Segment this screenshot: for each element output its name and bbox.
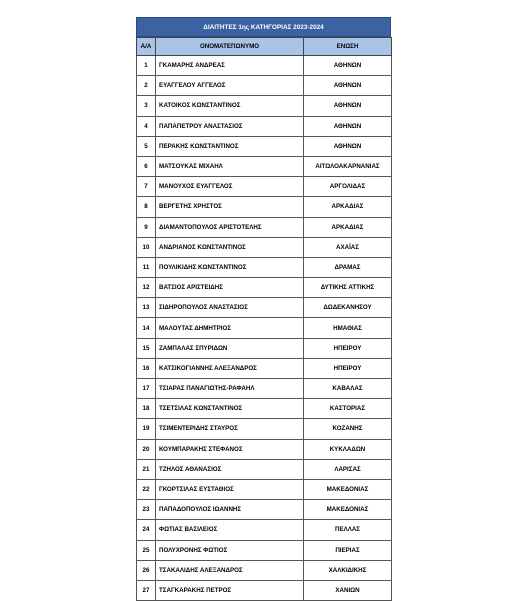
referee-name: ΤΣΙΜΕΝΤΕΡΙΔΗΣ ΣΤΑΥΡΟΣ	[156, 419, 304, 439]
referee-union: ΚΟΖΑΝΗΣ	[304, 419, 392, 439]
row-number: 11	[137, 257, 156, 277]
referee-list-sheet	[136, 17, 391, 601]
referee-name: ΓΚΟΡΤΣΙΛΑΣ ΕΥΣΤΑΘΙΟΣ	[156, 479, 304, 499]
referee-name: ΚΑΤΟΙΚΟΣ ΚΩΝΣΤΑΝΤΙΝΟΣ	[156, 96, 304, 116]
table-row	[137, 197, 392, 217]
table-row	[137, 459, 392, 479]
row-number: 27	[137, 580, 156, 600]
referee-union: ΑΡΚΑΔΙΑΣ	[304, 217, 392, 237]
table-row	[137, 56, 392, 76]
header-union: ΕΝΩΣΗ	[304, 38, 392, 56]
referee-name: ΜΑΝΟΥΧΟΣ ΕΥΑΓΓΕΛΟΣ	[156, 177, 304, 197]
referee-union: ΧΑΛΚΙΔΙΚΗΣ	[304, 560, 392, 580]
referee-name: ΔΙΑΜΑΝΤΟΠΟΥΛΟΣ ΑΡΙΣΤΟΤΕΛΗΣ	[156, 217, 304, 237]
referee-union: ΚΥΚΛΑΔΩΝ	[304, 439, 392, 459]
referee-name: ΑΝΔΡΙΑΝΟΣ ΚΩΝΣΤΑΝΤΙΝΟΣ	[156, 237, 304, 257]
header-name: ΟΝΟΜΑΤΕΠΩΝΥΜΟ	[156, 38, 304, 56]
row-number: 20	[137, 439, 156, 459]
row-number: 25	[137, 540, 156, 560]
referee-name: ΖΑΜΠΑΛΑΣ ΣΠΥΡΙΔΩΝ	[156, 338, 304, 358]
table-row	[137, 379, 392, 399]
row-number: 4	[137, 116, 156, 136]
row-number: 18	[137, 399, 156, 419]
referee-name: ΠΑΠΑΠΕΤΡΟΥ ΑΝΑΣΤΑΣΙΟΣ	[156, 116, 304, 136]
referee-union: ΑΙΤΩΛΟΑΚΑΡΝΑΝΙΑΣ	[304, 156, 392, 176]
table-row	[137, 580, 392, 600]
referee-union: ΛΑΡΙΣΑΣ	[304, 459, 392, 479]
referee-union: ΑΘΗΝΩΝ	[304, 136, 392, 156]
referee-name: ΒΑΤΣΙΟΣ ΑΡΙΣΤΕΙΔΗΣ	[156, 278, 304, 298]
row-number: 23	[137, 500, 156, 520]
referee-name: ΒΕΡΓΕΤΗΣ ΧΡΗΣΤΟΣ	[156, 197, 304, 217]
referee-name: ΠΟΛΥΧΡΟΝΗΣ ΦΩΤΙΟΣ	[156, 540, 304, 560]
row-number: 22	[137, 479, 156, 499]
referee-name: ΤΖΗΛΟΣ ΑΘΑΝΑΣΙΟΣ	[156, 459, 304, 479]
referee-union: ΔΡΑΜΑΣ	[304, 257, 392, 277]
referee-name: ΕΥΑΓΓΕΛΟΥ ΑΓΓΕΛΟΣ	[156, 76, 304, 96]
referee-name: ΤΣΑΓΚΑΡΑΚΗΣ ΠΕΤΡΟΣ	[156, 580, 304, 600]
table-row	[137, 298, 392, 318]
referee-union: ΑΘΗΝΩΝ	[304, 56, 392, 76]
row-number: 19	[137, 419, 156, 439]
table-row	[137, 257, 392, 277]
referee-union: ΑΡΚΑΔΙΑΣ	[304, 197, 392, 217]
row-number: 21	[137, 459, 156, 479]
row-number: 10	[137, 237, 156, 257]
referee-union: ΑΘΗΝΩΝ	[304, 76, 392, 96]
referee-name: ΓΚΑΜΑΡΗΣ ΑΝΔΡΕΑΣ	[156, 56, 304, 76]
referee-union: ΑΘΗΝΩΝ	[304, 96, 392, 116]
row-number: 3	[137, 96, 156, 116]
table-row	[137, 419, 392, 439]
referee-union: ΑΧΑΪΑΣ	[304, 237, 392, 257]
referee-union: ΠΕΛΛΑΣ	[304, 520, 392, 540]
table-row	[137, 399, 392, 419]
referee-union: ΜΑΚΕΔΟΝΙΑΣ	[304, 500, 392, 520]
referee-table	[136, 37, 392, 601]
referee-name: ΜΑΤΣΟΥΚΑΣ ΜΙΧΑΗΛ	[156, 156, 304, 176]
table-row	[137, 76, 392, 96]
referee-name: ΦΩΤΙΑΣ ΒΑΣΙΛΕΙΟΣ	[156, 520, 304, 540]
table-row	[137, 500, 392, 520]
table-row	[137, 116, 392, 136]
referee-name: ΣΙΔΗΡΟΠΟΥΛΟΣ ΑΝΑΣΤΑΣΙΟΣ	[156, 298, 304, 318]
table-row	[137, 237, 392, 257]
table-row	[137, 358, 392, 378]
table-row	[137, 439, 392, 459]
referee-union: ΗΠΕΙΡΟΥ	[304, 338, 392, 358]
row-number: 15	[137, 338, 156, 358]
row-number: 8	[137, 197, 156, 217]
table-row	[137, 338, 392, 358]
row-number: 5	[137, 136, 156, 156]
row-number: 2	[137, 76, 156, 96]
referee-union: ΚΑΣΤΟΡΙΑΣ	[304, 399, 392, 419]
referee-name: ΠΑΠΑΔΟΠΟΥΛΟΣ ΙΩΑΝΝΗΣ	[156, 500, 304, 520]
referee-union: ΠΙΕΡΙΑΣ	[304, 540, 392, 560]
table-row	[137, 96, 392, 116]
referee-union: ΗΠΕΙΡΟΥ	[304, 358, 392, 378]
row-number: 16	[137, 358, 156, 378]
row-number: 13	[137, 298, 156, 318]
referee-union: ΔΩΔΕΚΑΝΗΣΟΥ	[304, 298, 392, 318]
referee-union: ΚΑΒΑΛΑΣ	[304, 379, 392, 399]
table-row	[137, 520, 392, 540]
referee-name: ΜΑΛΟΥΤΑΣ ΔΗΜΗΤΡΙΟΣ	[156, 318, 304, 338]
row-number: 14	[137, 318, 156, 338]
referee-name: ΤΣΕΤΣΙΛΑΣ ΚΩΝΣΤΑΝΤΙΝΟΣ	[156, 399, 304, 419]
table-title: ΔΙΑΙΤΗΤΕΣ 1ης ΚΑΤΗΓΟΡΙΑΣ 2023-2024	[136, 17, 391, 37]
row-number: 1	[137, 56, 156, 76]
referee-name: ΚΟΥΜΠΑΡΑΚΗΣ ΣΤΕΦΑΝΟΣ	[156, 439, 304, 459]
referee-union: ΑΡΓΟΛΙΔΑΣ	[304, 177, 392, 197]
table-row	[137, 177, 392, 197]
table-row	[137, 278, 392, 298]
referee-union: ΧΑΝΙΩΝ	[304, 580, 392, 600]
table-row	[137, 479, 392, 499]
referee-name: ΠΕΡΑΚΗΣ ΚΩΝΣΤΑΝΤΙΝΟΣ	[156, 136, 304, 156]
referee-name: ΠΟΥΛΙΚΙΔΗΣ ΚΩΝΣΤΑΝΤΙΝΟΣ	[156, 257, 304, 277]
table-row	[137, 540, 392, 560]
row-number: 7	[137, 177, 156, 197]
table-row	[137, 156, 392, 176]
referee-union: ΗΜΑΘΙΑΣ	[304, 318, 392, 338]
table-row	[137, 217, 392, 237]
row-number: 12	[137, 278, 156, 298]
referee-union: ΔΥΤΙΚΗΣ ΑΤΤΙΚΗΣ	[304, 278, 392, 298]
referee-union: ΑΘΗΝΩΝ	[304, 116, 392, 136]
header-number: Α/Α	[137, 38, 156, 56]
referee-union: ΜΑΚΕΔΟΝΙΑΣ	[304, 479, 392, 499]
referee-name: ΤΣΑΚΑΛΙΔΗΣ ΑΛΕΞΑΝΔΡΟΣ	[156, 560, 304, 580]
row-number: 24	[137, 520, 156, 540]
row-number: 26	[137, 560, 156, 580]
referee-name: ΚΑΤΣΙΚΟΓΙΑΝΝΗΣ ΑΛΕΞΑΝΔΡΟΣ	[156, 358, 304, 378]
table-row	[137, 560, 392, 580]
table-row	[137, 318, 392, 338]
row-number: 9	[137, 217, 156, 237]
row-number: 17	[137, 379, 156, 399]
row-number: 6	[137, 156, 156, 176]
referee-name: ΤΣΙΑΡΑΣ ΠΑΝΑΓΙΩΤΗΣ-ΡΑΦΑΗΛ	[156, 379, 304, 399]
header-row	[137, 38, 392, 56]
table-row	[137, 136, 392, 156]
